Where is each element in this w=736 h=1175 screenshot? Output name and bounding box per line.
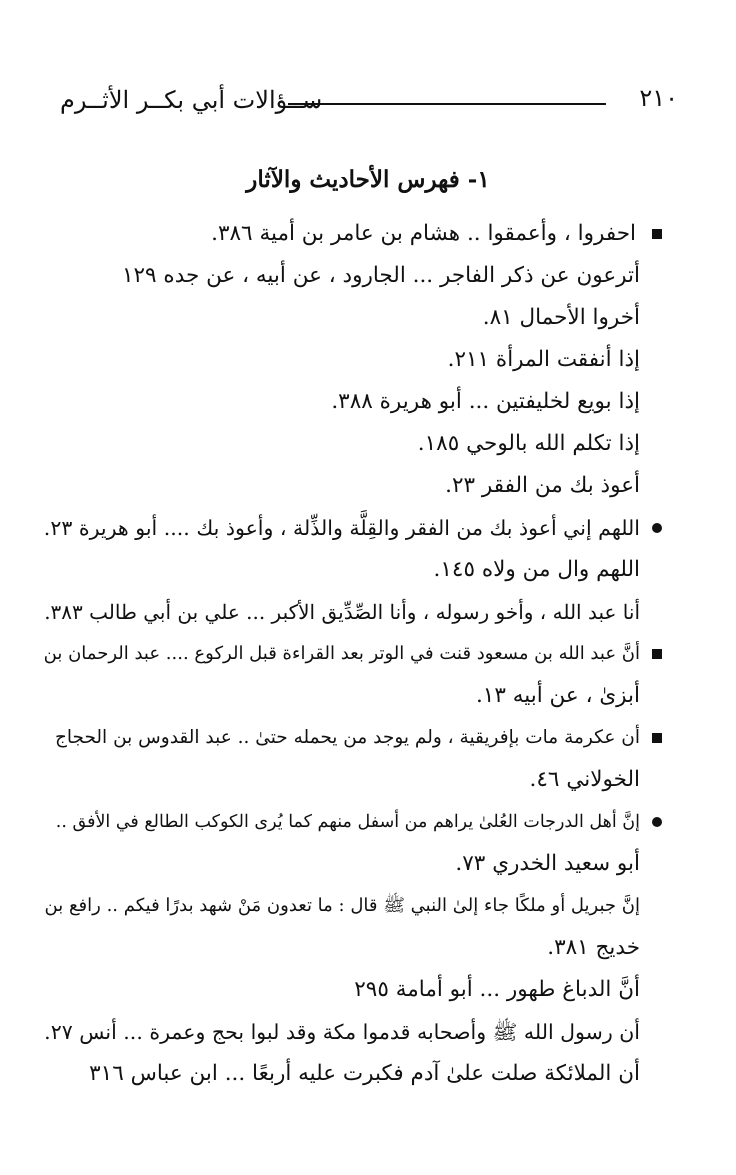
index-entry: أن الملائكة صلت علىٰ آدم فكبرت عليه أربعًا ... ابن عباس ٣١٦: [89, 1061, 640, 1086]
index-entry: خديج ٣٨١.: [547, 935, 640, 960]
index-entry: اللهم إني أعوذ بك من الفقر والقِلَّة والذِّلة ، وأعوذ بك .... أبو هريرة ٢٣.: [43, 516, 640, 540]
index-entry: أنا عبد الله ، وأخو رسوله ، وأنا الصِّدِّيق الأكبر ... علي بن أبي طالب ٣٨٣.: [44, 600, 640, 624]
index-entry: الخولاني ٤٦.: [529, 767, 640, 792]
circle-bullet-icon: [652, 523, 662, 533]
index-entry: إذا بويع لخليفتين ... أبو هريرة ٣٨٨.: [331, 389, 640, 414]
square-bullet-icon: [652, 649, 662, 659]
page-number: ٢١٠: [639, 84, 678, 112]
running-title: ســؤالات أبي بكــر الأثــرم: [60, 86, 323, 114]
index-entry: أخروا الأحمال ٨١.: [482, 305, 640, 330]
page-header: [60, 82, 678, 122]
index-entry: أترعون عن ذكر الفاجر ... الجارود ، عن أبيه ، عن جده ١٢٩: [121, 263, 640, 288]
index-entry: إذا تكلم الله بالوحي ١٨٥.: [417, 431, 640, 456]
header-rule: [288, 103, 606, 105]
index-entry: أبزىٰ ، عن أبيه ١٣.: [475, 683, 640, 708]
index-entry: أنَّ عبد الله بن مسعود قنت في الوتر بعد القراءة قبل الركوع .... عبد الرحمان بن: [43, 643, 640, 664]
index-entry: أنَّ الدباغ طهور ... أبو أمامة ٢٩٥: [354, 977, 640, 1002]
square-bullet-icon: [652, 229, 662, 239]
index-entry: اللهم وال من ولاه ١٤٥.: [433, 557, 640, 582]
index-entry: أن عكرمة مات بإفريقية ، ولم يوجد من يحمله حتىٰ .. عبد القدوس بن الحجاج: [54, 727, 640, 748]
index-entry: احفروا ، وأعمقوا .. هشام بن عامر بن أمية ٣٨٦.: [211, 221, 636, 246]
index-entry: إذا أنفقت المرأة ٢١١.: [447, 347, 640, 372]
index-entry: أبو سعيد الخدري ٧٣.: [455, 851, 640, 876]
square-bullet-icon: [652, 733, 662, 743]
index-entry: أعوذ بك من الفقر ٢٣.: [445, 473, 640, 498]
section-title: ١- فهرس الأحاديث والآثار: [246, 166, 490, 193]
index-entry: أن رسول الله ﷺ وأصحابه قدموا مكة وقد لبوا بحج وعمرة ... أنس ٢٧.: [44, 1020, 640, 1044]
circle-bullet-icon: [652, 817, 662, 827]
index-entry: إنَّ أهل الدرجات العُلىٰ يراهم من أسفل منهم كما يُرى الكوكب الطالع في الأفق ..: [55, 812, 640, 832]
index-entry: إنَّ جبريل أو ملكًا جاء إلىٰ النبي ﷺ قال : ما تعدون مَنْ شهد بدرًا فيكم .. رافع بن: [44, 895, 640, 916]
